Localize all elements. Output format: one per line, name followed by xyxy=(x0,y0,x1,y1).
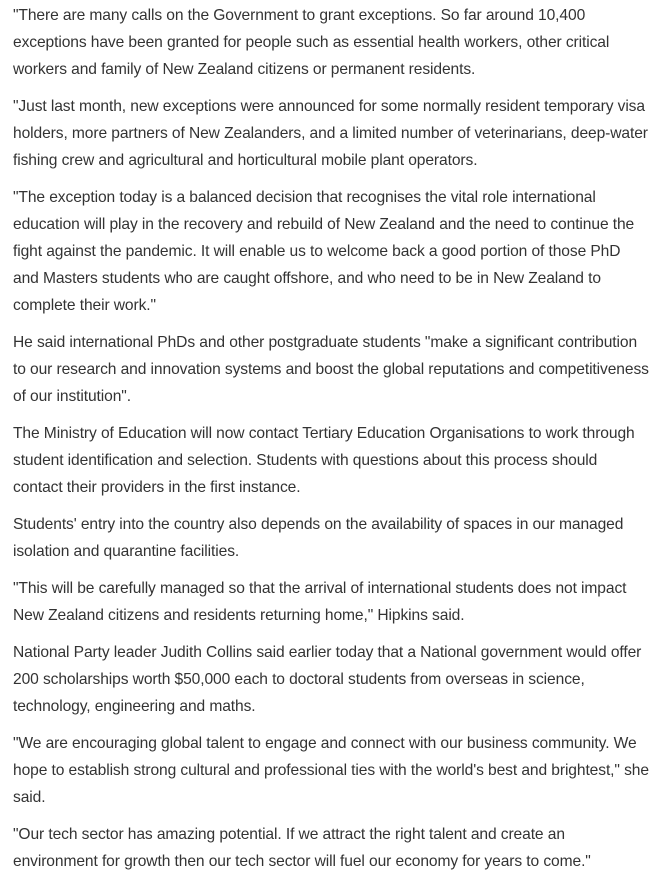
article-paragraph: "Our tech sector has amazing potential. If we attract the right talent and create an environment for growth then our tech sector will fuel our economy for years to come." xyxy=(13,826,591,870)
article-paragraph: "The exception today is a balanced decision that recognises the vital role international education will play in the recovery and rebuild of New Zealand and the need to continue the fight against the pandemic. It will enable us to welcome back a good portion of those PhD and Masters students who are caught offshore, and who need to be in New Zealand to complete their work." xyxy=(13,189,635,314)
article-paragraph: National Party leader Judith Collins said earlier today that a National government would offer 200 scholarships worth $50,000 each to doctoral students from overseas in science, technology, engineering and maths. xyxy=(13,644,642,715)
article-paragraph: "We are encouraging global talent to engage and connect with our business community. We hope to establish strong cultural and professional ties with the world's best and brightest," she said. xyxy=(13,735,649,806)
article-paragraph: "There are many calls on the Government to grant exceptions. So far around 10,400 exceptions have been granted for people such as essential health workers, other critical workers and family of New Zealand citizens or permanent residents. xyxy=(13,7,610,78)
article-paragraph: "Just last month, new exceptions were announced for some normally resident temporary visa holders, more partners of New Zealanders, and a limited number of veterinarians, deep-water fishing crew and agricultural and horticultural mobile plant operators. xyxy=(13,98,648,169)
article-paragraph: He said international PhDs and other postgraduate students "make a significant contribution to our research and innovation systems and boost the global reputations and competitiveness of our institution". xyxy=(13,334,649,405)
article-paragraph: "This will be carefully managed so that the arrival of international students does not impact New Zealand citizens and residents returning home," Hipkins said. xyxy=(13,580,627,624)
article-body xyxy=(13,2,649,885)
article-paragraph: The Ministry of Education will now contact Tertiary Education Organisations to work through student identification and selection. Students with questions about this process should contact their providers in the first instance. xyxy=(13,425,635,496)
article-paragraph: Students' entry into the country also depends on the availability of spaces in our managed isolation and quarantine facilities. xyxy=(13,516,624,560)
